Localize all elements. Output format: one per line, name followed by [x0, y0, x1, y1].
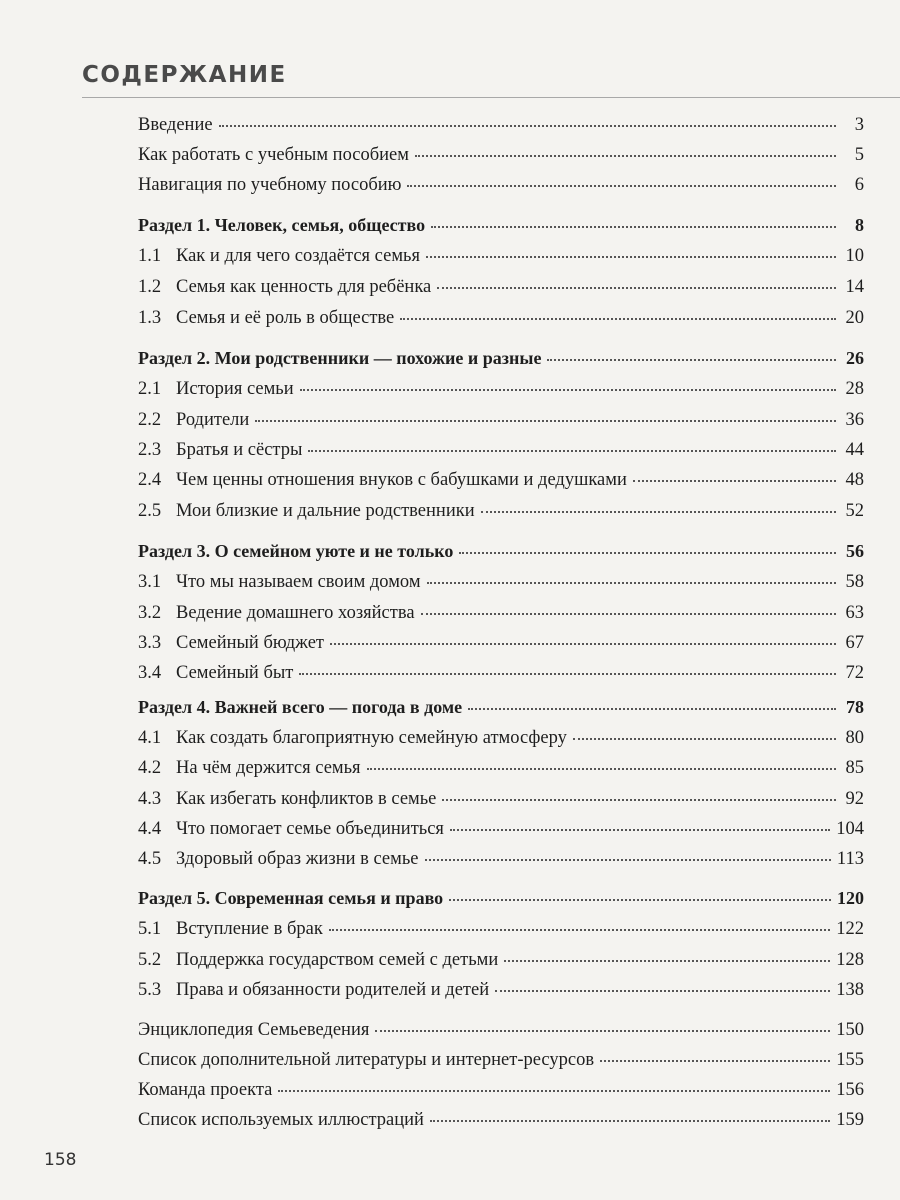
leader-dots	[442, 799, 836, 801]
toc-section-heading[interactable]	[138, 541, 864, 567]
page-title: СОДЕРЖАНИЕ	[82, 62, 287, 88]
toc-entry[interactable]	[138, 501, 864, 527]
toc-entry[interactable]	[138, 379, 864, 405]
toc-entry-page: 156	[836, 1080, 864, 1100]
toc-entry[interactable]	[138, 1080, 864, 1106]
toc-entry-label: Введение	[138, 115, 213, 135]
toc-entry-page: 10	[845, 246, 864, 266]
toc-entry[interactable]	[138, 175, 864, 201]
toc-entry-number: 4.1	[138, 728, 162, 748]
toc-entry[interactable]	[138, 246, 864, 272]
toc-entry[interactable]	[138, 980, 864, 1006]
toc-entry[interactable]	[138, 728, 864, 754]
section-page: 56	[846, 541, 864, 561]
leader-dots	[330, 643, 836, 645]
toc-entry-number: 3.3	[138, 633, 162, 653]
toc-entry-label: Как избегать конфликтов в семье	[176, 789, 437, 809]
toc-entry-label: Как работать с учебным пособием	[138, 145, 409, 165]
leader-dots	[573, 738, 836, 740]
leader-dots	[449, 899, 831, 901]
toc-entry[interactable]	[138, 819, 864, 845]
toc-entry-label: Поддержка государством семей с детьми	[176, 950, 499, 970]
toc-entry-label: Права и обязанности родителей и детей	[176, 980, 490, 1000]
toc-entry[interactable]	[138, 1110, 864, 1136]
toc-entry[interactable]	[138, 115, 864, 141]
toc-entry-page: 72	[845, 663, 864, 683]
toc-entry-page: 58	[845, 572, 864, 592]
toc-entry-page: 128	[836, 950, 864, 970]
section-page: 8	[855, 215, 864, 235]
toc-entry-page: 92	[845, 789, 864, 809]
toc-entry[interactable]	[138, 470, 864, 496]
leader-dots	[427, 582, 836, 584]
leader-dots	[329, 929, 830, 931]
toc-entry-page: 122	[836, 919, 864, 939]
leader-dots	[400, 318, 836, 320]
toc-entry-page: 67	[845, 633, 864, 653]
toc-entry-label: Список используемых иллюстраций	[138, 1110, 424, 1130]
toc-entry-label: Вступление в брак	[176, 919, 323, 939]
toc-entry-label: Как создать благоприятную семейную атмосферу	[176, 728, 567, 748]
toc-entry-number: 2.4	[138, 470, 162, 490]
section-title: Раздел 2. Мои родственники — похожие и разные	[138, 348, 542, 368]
leader-dots	[375, 1030, 830, 1032]
toc-entry-page: 36	[845, 410, 864, 430]
toc-entry-label: Мои близкие и дальние родственники	[176, 501, 475, 521]
leader-dots	[425, 859, 831, 861]
toc-entry-number: 4.4	[138, 819, 162, 839]
section-page: 78	[846, 697, 864, 717]
toc-entry-page: 44	[845, 440, 864, 460]
toc-entry-number: 4.5	[138, 849, 162, 869]
leader-dots	[431, 226, 836, 228]
leader-dots	[308, 450, 836, 452]
leader-dots	[504, 960, 830, 962]
leader-dots	[600, 1060, 830, 1062]
toc-entry-label: Семья как ценность для ребёнка	[176, 277, 432, 297]
toc-entry-number: 5.1	[138, 919, 162, 939]
page-number: 158	[44, 1150, 77, 1170]
toc-entry[interactable]	[138, 919, 864, 945]
toc-entry[interactable]	[138, 789, 864, 815]
toc-entry-label: Семейный бюджет	[176, 633, 324, 653]
toc-entry-page: 52	[845, 501, 864, 521]
leader-dots	[278, 1090, 830, 1092]
toc-entry-label: Энциклопедия Семьеведения	[138, 1020, 370, 1040]
toc-entry-number: 3.4	[138, 663, 162, 683]
section-title: Раздел 3. О семейном уюте и не только	[138, 541, 454, 561]
leader-dots	[450, 829, 830, 831]
toc-entry-label: Навигация по учебному пособию	[138, 175, 402, 195]
toc-entry-number: 3.2	[138, 603, 162, 623]
leader-dots	[426, 256, 836, 258]
toc-entry-number: 5.3	[138, 980, 162, 1000]
toc-entry[interactable]	[138, 950, 864, 976]
toc-entry-number: 2.2	[138, 410, 162, 430]
toc-entry-number: 4.3	[138, 789, 162, 809]
toc-entry-label: Как и для чего создаётся семья	[176, 246, 420, 266]
toc-entry-page: 20	[845, 308, 864, 328]
section-page: 26	[846, 348, 864, 368]
leader-dots	[367, 768, 836, 770]
toc-entry-page: 80	[845, 728, 864, 748]
toc-entry-page: 155	[836, 1050, 864, 1070]
toc-entry-number: 2.5	[138, 501, 162, 521]
toc-entry-page: 48	[845, 470, 864, 490]
toc-entry-number: 1.2	[138, 277, 162, 297]
toc-entry-label: Ведение домашнего хозяйства	[176, 603, 415, 623]
toc-entry-page: 138	[836, 980, 864, 1000]
leader-dots	[415, 155, 836, 157]
leader-dots	[421, 613, 836, 615]
toc-entry-page: 113	[836, 849, 864, 869]
toc-entry-page: 3	[854, 115, 864, 135]
toc-entry[interactable]	[138, 663, 864, 689]
leader-dots	[481, 511, 836, 513]
toc-entry[interactable]	[138, 758, 864, 784]
leader-dots	[459, 552, 836, 554]
toc-section-heading[interactable]	[138, 348, 864, 374]
toc-section-heading[interactable]	[138, 697, 864, 723]
toc-entry-page: 28	[845, 379, 864, 399]
section-title: Раздел 1. Человек, семья, общество	[138, 215, 426, 235]
leader-dots	[255, 420, 836, 422]
toc-entry-label: Здоровый образ жизни в семье	[176, 849, 419, 869]
leader-dots	[547, 359, 836, 361]
leader-dots	[300, 389, 836, 391]
toc-entry-page: 85	[845, 758, 864, 778]
leader-dots	[430, 1120, 830, 1122]
leader-dots	[299, 673, 836, 675]
toc-entry-label: Семья и её роль в обществе	[176, 308, 395, 328]
leader-dots	[219, 125, 836, 127]
section-page: 120	[837, 888, 864, 908]
toc-entry-number: 5.2	[138, 950, 162, 970]
toc-entry-number: 4.2	[138, 758, 162, 778]
toc-entry[interactable]	[138, 277, 864, 303]
toc-entry-label: Что помогает семье объединиться	[176, 819, 444, 839]
toc-entry-label: Что мы называем своим домом	[176, 572, 421, 592]
leader-dots	[437, 287, 836, 289]
toc-entry[interactable]	[138, 1050, 864, 1076]
toc-entry-label: История семьи	[176, 379, 294, 399]
toc-entry[interactable]	[138, 572, 864, 598]
toc-entry-label: На чём держится семья	[176, 758, 361, 778]
toc-section-heading[interactable]	[138, 215, 864, 241]
toc-entry-page: 5	[854, 145, 864, 165]
toc-entry-page: 159	[836, 1110, 864, 1130]
leader-dots	[407, 185, 836, 187]
toc-entry[interactable]	[138, 410, 864, 436]
toc-entry-label: Семейный быт	[176, 663, 294, 683]
toc-entry-page: 150	[836, 1020, 864, 1040]
toc-entry[interactable]	[138, 145, 864, 171]
toc-entry-label: Список дополнительной литературы и интернет-ресурсов	[138, 1050, 595, 1070]
toc-entry[interactable]	[138, 1020, 864, 1046]
section-title: Раздел 4. Важней всего — погода в доме	[138, 697, 463, 717]
toc-entry-page: 104	[836, 819, 864, 839]
toc-entry-number: 2.3	[138, 440, 162, 460]
leader-dots	[468, 708, 836, 710]
toc-entry[interactable]	[138, 308, 864, 334]
leader-dots	[633, 480, 836, 482]
section-title: Раздел 5. Современная семья и право	[138, 888, 444, 908]
title-divider	[82, 97, 900, 98]
toc-section-heading[interactable]	[138, 888, 864, 914]
toc-entry-label: Родители	[176, 410, 250, 430]
leader-dots	[495, 990, 830, 992]
toc-entry-page: 6	[854, 175, 864, 195]
toc-entry-number: 2.1	[138, 379, 162, 399]
toc-entry[interactable]	[138, 849, 864, 875]
toc-entry-number: 1.3	[138, 308, 162, 328]
toc-entry-number: 3.1	[138, 572, 162, 592]
toc-entry-label: Команда проекта	[138, 1080, 273, 1100]
toc-entry-label: Братья и сёстры	[176, 440, 303, 460]
toc-entry-label: Чем ценны отношения внуков с бабушками и дедушками	[176, 470, 627, 490]
toc-entry[interactable]	[138, 633, 864, 659]
toc-entry-page: 14	[845, 277, 864, 297]
toc-entry[interactable]	[138, 440, 864, 466]
toc-entry-page: 63	[845, 603, 864, 623]
toc-entry-number: 1.1	[138, 246, 162, 266]
toc-entry[interactable]	[138, 603, 864, 629]
